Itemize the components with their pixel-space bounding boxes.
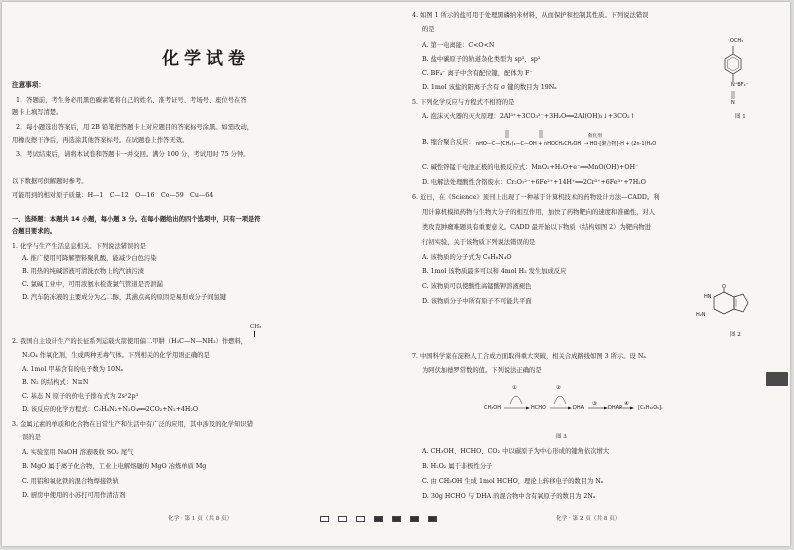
- separator-mark: [356, 516, 365, 522]
- page-2-footer: 化学 · 第 2 页（共 8 页）: [556, 516, 621, 522]
- separator-mark: [374, 516, 383, 522]
- atomic-mass: 可能用到的相对原子质量：H—1 C—12 O—16 Co—59 Cu—64: [12, 192, 214, 199]
- notice-line-4: 用橡皮擦干净后，再选涂其他答案标号。在试题卷上作答无效。: [12, 137, 189, 144]
- q5-catalyst: 催化剂: [588, 134, 602, 139]
- fig3-step-3: ③: [592, 401, 597, 407]
- edge-scan-mark: [766, 372, 788, 386]
- fig3-node-dha: DHA: [573, 405, 585, 411]
- q2-stem: 2. 我国自主设计生产的长征系列运载火箭使用偏二甲肼（H₃C—N—NH₂）作燃料，: [12, 338, 248, 345]
- q7-stem: 7. 中国科学家在淀粉人工合成方面取得重大突破，相关合成路线如图 3 所示。设 Nₐ: [412, 353, 646, 360]
- page-1: [2, 2, 398, 546]
- q7-option-b: B. H₂O₂ 属于非极性分子: [422, 463, 493, 470]
- q2-option-c: C. 基态 N 原子的价电子排布式为 2s²2p³: [22, 393, 138, 400]
- q2-stem-cont: N₂O₄ 作氧化剂，生成两种无毒气体。下列相关的化学用语正确的是: [22, 352, 210, 359]
- q2-methyl-bond: [254, 331, 255, 337]
- q4-option-c: C. BF₄⁻ 离子中含有配位键，配体为 F⁻: [422, 70, 533, 77]
- fig2-o: O: [722, 284, 726, 290]
- q3-option-c: C. 用铝和氧化铁的混合物焊接铁轨: [22, 478, 119, 485]
- q4-option-a: A. 第一电离能：C<O<N: [422, 42, 495, 49]
- notice-line-1: 1．答题前，考生务必用黑色碳素笔将自己的姓名、准考证号、考场号、座位号在答: [16, 97, 247, 104]
- q3-option-a: A. 实验室用 NaOH 溶液吸收 SO₂ 尾气: [22, 449, 134, 456]
- q1-stem: 1. 化学与生产生活息息相关。下列说法错误的是: [12, 243, 146, 250]
- fig3-step-1: ①: [512, 385, 517, 391]
- q5-option-b-reactants: nHO—C—(CH₂)₄—C—OH + nHOCH₂CH₂OH: [476, 141, 582, 147]
- q7-stem-cont: 为阿伏加德罗常数的值。下列说法正确的是: [422, 367, 542, 374]
- q1-option-b: B. 用热的纯碱溶液可清洗衣物上的汽油污渍: [22, 268, 144, 275]
- q7-option-a: A. CH₃OH、HCHO、CO₂ 中以碳原子为中心形成的键角依次增大: [422, 448, 610, 455]
- fig1-structure: [718, 46, 748, 106]
- q6-stem-2: 用计算机模拟药物与生物大分子的相互作用，加快了药物靶向的速度和准确性，对人: [422, 209, 655, 216]
- q6-option-a: A. 该物质的分子式为 C₆H₆N₄O: [422, 254, 512, 261]
- fig2-h2n: H₂N: [696, 312, 706, 318]
- q5-option-a: A. 泡沫灭火器的灭火原理：2Al³⁺+3CO₃²⁻+3H₂O══2Al(OH)₃↓+3CO₂↑: [422, 113, 635, 120]
- q1-option-c: C. 氯碱工业中，可用浓氨水检查氯气管道是否泄漏: [22, 281, 163, 288]
- q4-option-b: B. 盐中碳原子的轨道杂化类型为 sp³、sp²: [422, 56, 541, 63]
- q7-option-d: D. 30g HCHO 与 DHA 的混合物中含有氧原子的数目为 2Nₐ: [422, 493, 596, 500]
- fig3-step-4: ④: [624, 401, 629, 407]
- q5-option-b: B. 缩合聚合反应：: [422, 139, 475, 146]
- q5-option-b-products: → HO-[聚合物]-H + (2n-1)H₂O: [584, 141, 657, 147]
- fig1-n: N: [731, 100, 735, 106]
- q5-option-c: C. 碱性锌锰干电池正极的电极反应式：MnO₂+H₂O+e⁻══MnO(OH)+OH⁻: [422, 164, 639, 171]
- q4-option-d: D. 1mol 该盐的阳离子含有 σ 键的数目为 19Nₐ: [422, 84, 557, 91]
- q6-option-b: B. 1mol 该物质最多可以和 4mol H₂ 发生加成反应: [422, 268, 567, 275]
- q2-option-d: D. 该反应的化学方程式：C₂H₈N₂+N₂O₄══2CO₂+N₂+4H₂O: [22, 406, 199, 413]
- separator-mark: [338, 516, 347, 522]
- page-1-footer: 化学 · 第 1 页（共 8 页）: [168, 516, 233, 522]
- q6-option-c: C. 该物质可以使酸性高锰酸钾溶液褪色: [422, 283, 532, 290]
- fig1-n2-bf4: N⁺BF₄⁻: [731, 82, 749, 88]
- q7-option-c: C. 由 CH₃OH 生成 1mol HCHO，理论上转移电子的数目为 Nₐ: [422, 478, 604, 485]
- q5-stem: 5. 下列化学反应与方程式不相符的是: [412, 99, 515, 106]
- q6-stem-3: 类攻克肿瘤难题具有重要意义。CADD 最开始以下物质（结构如图 2）为靶向物进: [422, 224, 651, 231]
- q4-stem: 4. 如图 1 所示的盐可用于处理黑磷纳米材料，从而保护和控制其性质。下列说法错误: [412, 12, 649, 19]
- fig2-caption: 图 2: [730, 332, 741, 338]
- notice-line-5: 3．考试结束后，请将本试卷和答题卡一并交回。满分 100 分，考试用时 75 分钟。: [16, 151, 250, 158]
- q1-option-a: A. 推广使用可降解塑料聚乳酸，能减少白色污染: [22, 255, 157, 262]
- section-1-heading-cont: 合题目要求的。: [12, 228, 57, 235]
- q6-stem-4: 行初实验，关于该物质下列说法错误的是: [422, 239, 536, 246]
- q3-option-b: B. MgO 属于离子化合物，工业上电解熔融的 MgO 冶炼单质 Mg: [22, 463, 207, 470]
- section-1-heading: 一、选择题：本题共 14 小题，每小题 3 分。在每小题给出的四个选项中，只有一项是符: [12, 216, 261, 223]
- exam-title: 化学试卷: [162, 49, 250, 69]
- fig3-node-dhap: DHAP: [608, 405, 623, 411]
- q6-option-d: D. 该物质分子中所有原子不可能共平面: [422, 298, 532, 305]
- fig2-hn: HN: [704, 294, 712, 300]
- q3-option-d: D. 厨房中使用的小苏打可用作清洁剂: [22, 492, 126, 499]
- data-intro: 以下数据可供解题时参考。: [12, 178, 88, 185]
- q5-carbonyl-marks: [496, 128, 556, 140]
- q4-stem-cont: 的是: [422, 26, 435, 33]
- fig3-node-hcho: HCHO: [531, 405, 546, 411]
- notice-line-2: 题卡上填写清楚。: [12, 109, 63, 116]
- q3-stem-cont: 误的是: [22, 434, 41, 441]
- q5-option-d: D. 电解法处理酸性含铬废水：Cr₂O₇²⁻+6Fe²⁺+14H⁺══2Cr³⁺+6Fe³⁺+7H₂O: [422, 179, 646, 186]
- q1-option-d: D. 汽车防冻液的主要成分为乙二醇，其沸点高的原因是易形成分子间氢键: [22, 294, 227, 301]
- q2-option-a: A. 1mol 甲基含有的电子数为 10Nₐ: [22, 366, 123, 373]
- fig1-caption: 图 1: [735, 114, 746, 120]
- q3-stem: 3. 金属元素的单质和化合物在日常生产和生活中有广泛的应用，其中涉及的化学知识错: [12, 421, 253, 428]
- fig3-caption: 图 3: [556, 434, 567, 440]
- fig3-step-2: ②: [556, 385, 561, 391]
- q6-stem: 6. 近日，在《Science》顶刊上出现了一种基于计算机技术的药物设计方法—CADD。利: [412, 194, 660, 201]
- fig2-structure: [710, 288, 760, 322]
- page-2: [400, 2, 790, 546]
- notice-line-3: 2．每小题选出答案后，用 2B 铅笔把答题卡上对应题目的答案标号涂黑。如需改动，: [16, 124, 254, 131]
- separator-mark: [320, 516, 329, 522]
- exam-sheet: [2, 2, 790, 546]
- fig3-node-starch: [C₆H₁₀O₅]ₙ: [638, 405, 664, 411]
- fig3-node-ch3oh: CH₃OH: [484, 405, 501, 411]
- q2-methyl-label: CH₃: [250, 324, 262, 330]
- q2-option-b: B. N₂ 的结构式：N≡N: [22, 379, 89, 386]
- notice-title: 注意事项：: [12, 81, 45, 89]
- fig1-och3: OCH₃: [730, 38, 744, 44]
